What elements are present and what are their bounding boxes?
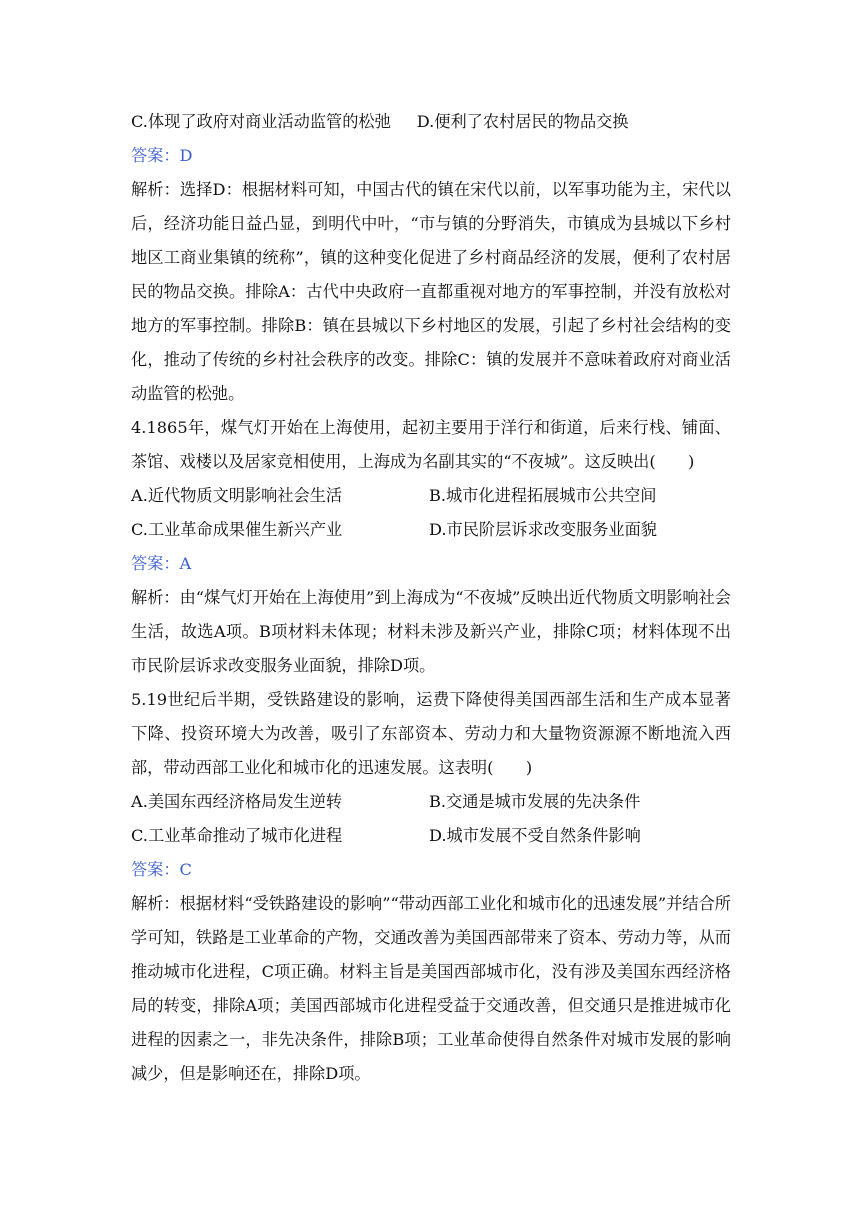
q5-option-c: C.工业革命推动了城市化进程 bbox=[131, 826, 343, 845]
q5-option-b: B.交通是城市发展的先决条件 bbox=[429, 792, 641, 811]
q3-options-row bbox=[131, 105, 731, 139]
q3-option-d: D.便利了农村居民的物品交换 bbox=[416, 112, 629, 131]
q4-stem: 4.1865年，煤气灯开始在上海使用，起初主要用于洋行和街道，后来行栈、铺面、茶馆、戏楼以及居家竞相使用，上海成为名副其实的“不夜城”。这反映出( ) bbox=[131, 418, 731, 471]
q4-option-d: D.市民阶层诉求改变服务业面貌 bbox=[429, 520, 657, 539]
q3-analysis: 解析：选择D：根据材料可知，中国古代的镇在宋代以前，以军事功能为主，宋代以后，经济功能日益凸显，到明代中叶，“市与镇的分野消失，市镇成为县城以下乡村地区工商业集镇的统称”，镇的这种变化促进了乡村商品经济的发展，便利了农村居民的物品交换。排除A：古代中央政府一直都重视对地方的军事控制，并没有放松对地方的军事控制。排除B：镇在县城以下乡村地区的发展，引起了乡村社会结构的变化，推动了传统的乡村社会秩序的改变。排除C：镇的发展并不意味着政府对商业活动监管的松弛。 bbox=[131, 180, 731, 403]
q5-analysis: 解析：根据材料“受铁路建设的影响”“带动西部工业化和城市化的迅速发展”并结合所学可知，铁路是工业革命的产物，交通改善为美国西部带来了资本、劳动力等，从而推动城市化进程，C项正确。材料主旨是美国西部城市化，没有涉及美国东西经济格局的转变，排除A项；美国西部城市化进程受益于交通改善，但交通只是推进城市化进程的因素之一，非先决条件，排除B项；工业革命使得自然条件对城市发展的影响减少，但是影响还在，排除D项。 bbox=[131, 894, 731, 1083]
q5-options-row-2 bbox=[131, 819, 731, 853]
q5-option-d: D.城市发展不受自然条件影响 bbox=[429, 826, 641, 845]
q4-options-row-1 bbox=[131, 479, 731, 513]
q3-option-c: C.体现了政府对商业活动监管的松弛 bbox=[131, 112, 391, 131]
q4-answer: 答案：A bbox=[131, 554, 192, 573]
q3-answer: 答案：D bbox=[131, 146, 193, 165]
q4-option-a: A.近代物质文明影响社会生活 bbox=[131, 486, 343, 505]
q4-options-row-2 bbox=[131, 513, 731, 547]
q5-option-a: A.美国东西经济格局发生逆转 bbox=[131, 792, 343, 811]
q4-option-c: C.工业革命成果催生新兴产业 bbox=[131, 520, 343, 539]
document-page bbox=[131, 105, 731, 1091]
q5-stem: 5.19世纪后半期，受铁路建设的影响，运费下降使得美国西部生活和生产成本显著下降、投资环境大为改善，吸引了东部资本、劳动力和大量物资源源不断地流入西部，带动西部工业化和城市化的迅速发展。这表明( ) bbox=[131, 690, 731, 777]
q4-analysis: 解析：由“煤气灯开始在上海使用”到上海成为“不夜城”反映出近代物质文明影响社会生活，故选A项。B项材料未体现；材料未涉及新兴产业，排除C项；材料体现不出市民阶层诉求改变服务业面貌，排除D项。 bbox=[131, 588, 731, 675]
q5-options-row-1 bbox=[131, 785, 731, 819]
q4-option-b: B.城市化进程拓展城市公共空间 bbox=[429, 486, 657, 505]
q5-answer: 答案：C bbox=[131, 860, 192, 879]
